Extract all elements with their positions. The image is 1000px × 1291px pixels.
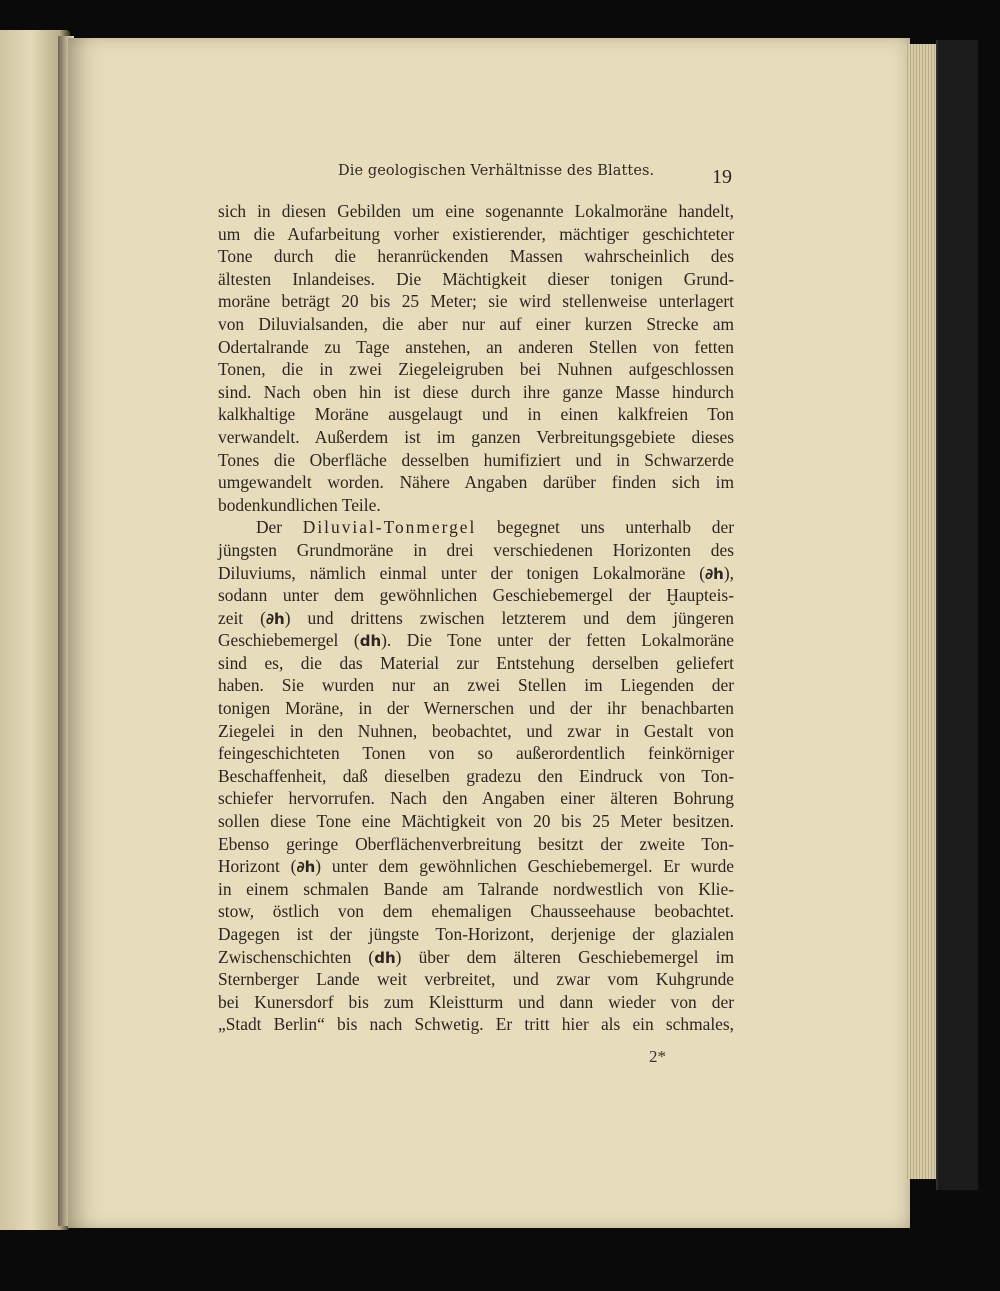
text-line: Zwischenschichten (dh) über dem älteren Geschiebemergel im	[218, 946, 735, 967]
text-line: bei Kunersdorf bis zum Kleistturm und dann wieder von der	[218, 991, 734, 1012]
text-line: um die Aufarbeitung vorher existierender, mächtiger geschichteter	[218, 223, 734, 244]
text-line: feingeschichteten Tonen von so außerordentlich feinkörniger	[218, 743, 734, 764]
text-line: Beschaffenheit, daß dieselben gradezu den Eindruck von Ton-	[218, 765, 734, 786]
text-line: sich in diesen Gebilden um eine sogenannte Lokalmoräne handelt,	[218, 201, 734, 221]
text-line: Odertalrande zu Tage anstehen, an anderen Stellen von fetten	[218, 336, 734, 357]
text-line: ältesten Inlandeises. Die Mächtigkeit dieser tonigen Grund-	[218, 268, 734, 289]
text-line: sind. Nach oben hin ist diese durch ihre ganze Masse hindurch	[218, 381, 734, 402]
signature-mark: 2*	[649, 1047, 666, 1066]
map-symbol: ∂h	[296, 858, 316, 877]
text-line: bodenkundlichen Teile.	[218, 494, 381, 515]
page-stack-edge	[905, 44, 939, 1179]
running-head: Die geologischen Verhältnisse des Blattes.	[338, 163, 655, 179]
text-line: verwandelt. Außerdem ist im ganzen Verbreitungsgebiete dieses	[218, 426, 734, 447]
text-line: Geschiebemergel (dh). Die Tone unter der fetten Lokalmoräne	[218, 630, 734, 651]
text-line: in einem schmalen Bande am Talrande nordwestlich von Klie-	[218, 878, 734, 899]
book-cover-edge	[936, 40, 978, 1190]
text-line: sind es, die das Material zur Entstehung derselben geliefert	[218, 652, 734, 673]
text-line: schiefer hervorrufen. Nach den Angaben einer älteren Bohrung	[218, 788, 734, 809]
text-line: moräne beträgt 20 bis 25 Meter; sie wird stellenweise unterlagert	[218, 291, 734, 312]
text-line: Ziegelei in den Nuhnen, beobachtet, und zwar in Gestalt von	[218, 720, 734, 741]
text-line: Ebenso geringe Oberflächenverbreitung besitzt der zweite Ton-	[218, 833, 734, 854]
text-line: Dagegen ist der jüngste Ton-Horizont, derjenige der glazialen	[218, 924, 734, 944]
paragraph-2	[218, 516, 734, 1036]
text-line: „Stadt Berlin“ bis nach Schwetig. Er tritt hier als ein schmales,	[218, 1014, 734, 1035]
text-line: sollen diese Tone eine Mächtigkeit von 20 bis 25 Meter besitzen.	[218, 811, 734, 832]
text-line: jüngsten Grundmoräne in drei verschiedenen Horizonten des	[218, 539, 734, 560]
text-line: Horizont (∂h) unter dem gewöhnlichen Geschiebemergel. Er wurde	[218, 856, 734, 877]
page-number: 19	[712, 166, 732, 188]
text-line: Diluviums, nämlich einmal unter der tonigen Lokalmoräne (∂h),	[218, 562, 734, 583]
text-line: Der Diluvial-Tonmergel begegnet uns unterhalb der	[256, 517, 734, 538]
paragraph-1	[218, 200, 734, 516]
text-line: Sternberger Lande weit verbreitet, und zwar vom Kuhgrunde	[218, 969, 734, 990]
text-line: Tonen, die in zwei Ziegeleigruben bei Nuhnen aufgeschlossen	[218, 359, 734, 380]
body-text	[218, 200, 734, 1036]
text-line: Tone durch die heranrückenden Massen wahrscheinlich des	[218, 246, 734, 267]
text-line: stow, östlich von dem ehemaligen Chausseehause beobachtet.	[218, 901, 734, 922]
text-line: tonigen Moräne, in der Wernerschen und der ihr benachbarten	[218, 698, 734, 719]
text-line: sodann unter dem gewöhnlichen Geschiebemergel der Ḫaupteis-	[218, 585, 734, 606]
map-symbol: dh	[359, 632, 382, 651]
term-diluvial-tonmergel: Diluvial-Tonmergel	[302, 517, 477, 538]
text-line: umgewandelt worden. Nähere Angaben darüber finden sich im	[218, 472, 734, 493]
text-line: kalkhaltige Moräne ausgelaugt und in einen kalkfreien Ton	[218, 404, 734, 425]
text-line: Tones die Oberfläche desselben humifiziert und in Schwarzerde	[218, 449, 734, 470]
map-symbol: ∂h	[705, 564, 724, 583]
text-line: haben. Sie wurden nur an zwei Stellen im Liegenden der	[218, 675, 734, 696]
text-line: zeit (∂h) und drittens zwischen letzterem und dem jüngeren	[218, 607, 734, 628]
map-symbol: dh	[374, 948, 396, 967]
text-line: von Diluvialsanden, die aber nur auf einer kurzen Strecke am	[218, 313, 734, 334]
map-symbol: ∂h	[265, 609, 285, 628]
